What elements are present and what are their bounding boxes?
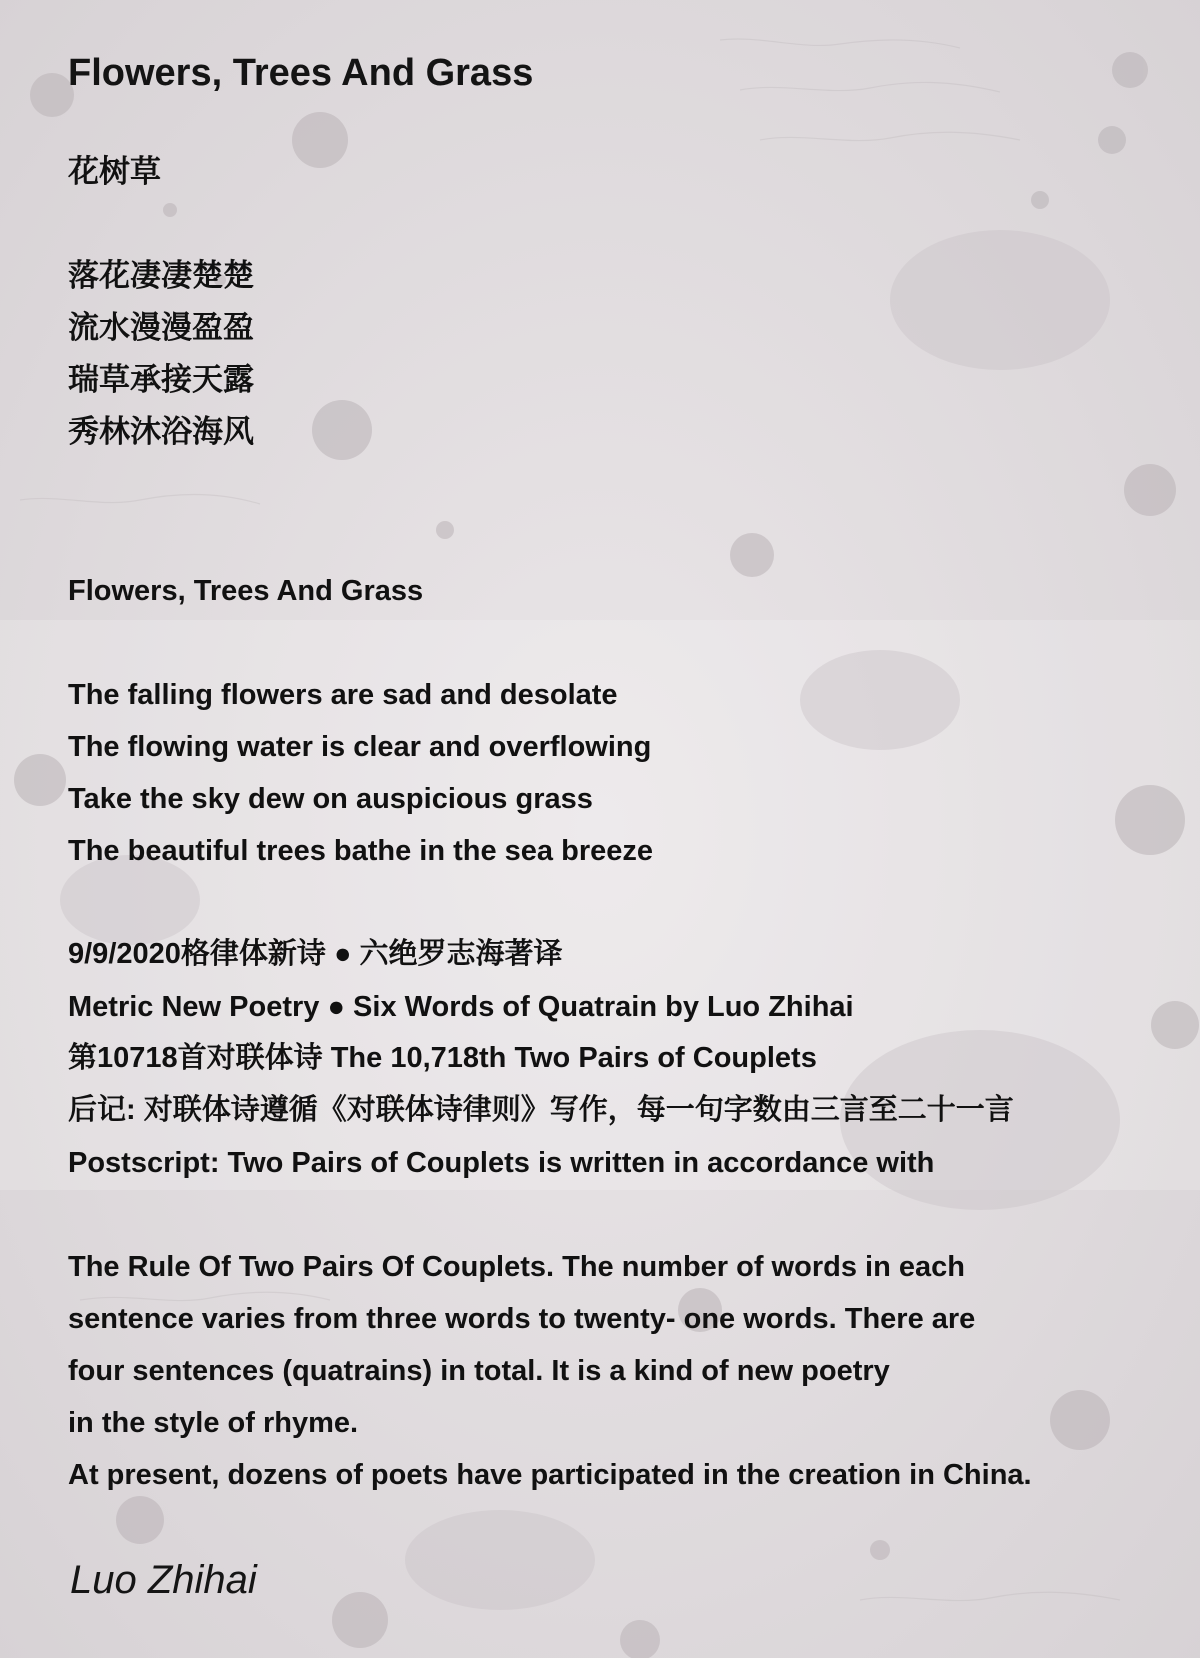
poem-line-english-title: Flowers, Trees And Grass [68,575,424,607]
poem-line-chinese-1: 落花凄凄楚楚 [68,258,254,294]
poem-author: Luo Zhihai [70,1558,257,1602]
poem-title: Flowers, Trees And Grass [68,52,534,94]
poem-line-rule-3: four sentences (quatrains) in total. It is a kind of new poetry [68,1355,890,1387]
poem-line-rule-5: At present, dozens of poets have participated in the creation in China. [68,1459,1032,1491]
poem-line-metric-note: Metric New Poetry ● Six Words of Quatrain by Luo Zhihai [68,991,854,1023]
poem-line-english-4: The beautiful trees bathe in the sea breeze [68,835,653,867]
poem-line-chinese-3: 瑞草承接天露 [68,362,254,398]
poem-line-rule-4: in the style of rhyme. [68,1407,359,1439]
poem-line-english-2: The flowing water is clear and overflowing [68,731,652,763]
poem-line-chinese-title: 花树草 [68,154,161,190]
poem-line-postscript-chinese: 后记: 对联体诗遵循《对联体诗律则》写作，每一句字数由三言至二十一言 [68,1094,1014,1126]
poem-line-english-1: The falling flowers are sad and desolate [68,679,618,711]
poem-line-rule-1: The Rule Of Two Pairs Of Couplets. The number of words in each [68,1251,965,1283]
poem-line-postscript-english: Postscript: Two Pairs of Couplets is written in accordance with [68,1147,935,1179]
poem-line-chinese-4: 秀林沐浴海风 [68,414,254,450]
poem-line-english-3: Take the sky dew on auspicious grass [68,783,593,815]
poem-line-chinese-2: 流水漫漫盈盈 [68,310,254,346]
poem-line-rule-2: sentence varies from three words to twenty- one words. There are [68,1303,976,1335]
poem-line-date-note: 9/9/2020格律体新诗 ● 六绝罗志海著译 [68,938,563,970]
poem-line-couplet-number: 第10718首对联体诗 The 10,718th Two Pairs of Couplets [68,1042,817,1074]
